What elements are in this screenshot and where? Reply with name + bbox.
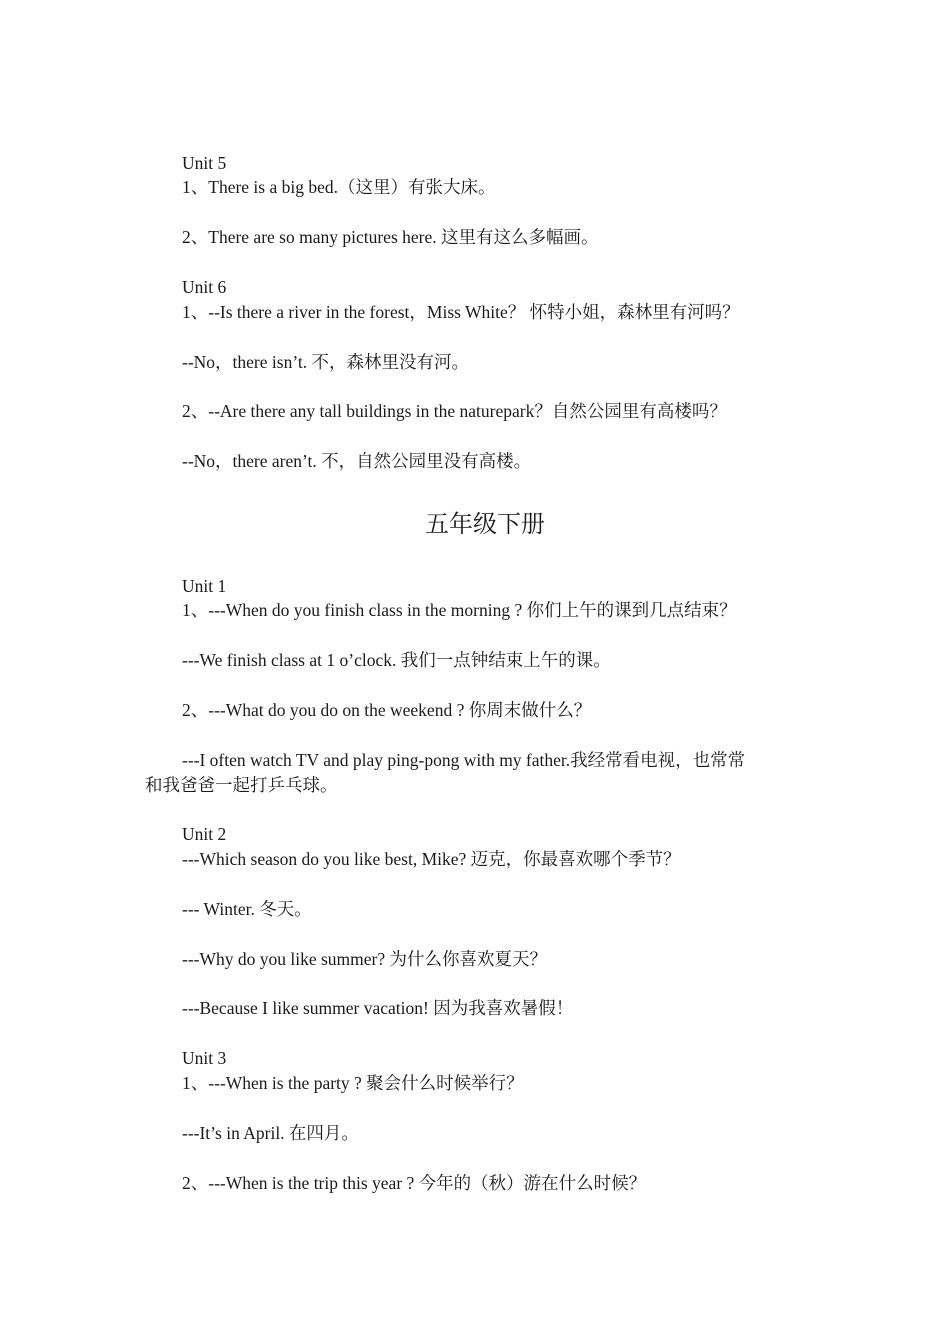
sentence-line: ---We finish class at 1 o’clock. 我们一点钟结束上午的课。 <box>182 650 611 670</box>
sentence-line: ---Because I like summer vacation! 因为我喜欢暑假！ <box>182 998 574 1018</box>
section-title: 五年级下册 <box>425 512 545 538</box>
sentence-line: ---Which season do you like best, Mike? 迈克，你最喜欢哪个季节？ <box>182 849 681 869</box>
unit-6-heading: Unit 6 <box>182 277 227 297</box>
sentence-line: 1、---When is the party ? 聚会什么时候举行？ <box>182 1073 524 1093</box>
sentence-line: 1、--Is there a river in the forest，Miss White？ 怀特小姐，森林里有河吗？ <box>182 302 740 322</box>
unit-5-heading: Unit 5 <box>182 153 227 173</box>
sentence-line: 2、There are so many pictures here. 这里有这么多幅画。 <box>182 227 599 247</box>
unit-1-heading: Unit 1 <box>182 576 227 596</box>
sentence-line: 2、---What do you do on the weekend ? 你周末做什么？ <box>182 700 592 720</box>
unit-2-heading: Unit 2 <box>182 824 227 844</box>
sentence-line: ---Why do you like summer? 为什么你喜欢夏天？ <box>182 949 548 969</box>
sentence-line: --- Winter. 冬天。 <box>182 899 312 919</box>
sentence-line-continuation: 和我爸爸一起打乒乓球。 <box>145 775 338 795</box>
sentence-line: 2、--Are there any tall buildings in the naturepark？自然公园里有高楼吗？ <box>182 401 727 421</box>
sentence-line: 2、---When is the trip this year ? 今年的（秋）游在什么时候？ <box>182 1173 647 1193</box>
sentence-line: ---I often watch TV and play ping-pong with my father.我经常看电视，也常常 <box>182 750 746 770</box>
sentence-line: 1、There is a big bed.（这里）有张大床。 <box>182 177 496 197</box>
unit-3-heading: Unit 3 <box>182 1048 227 1068</box>
sentence-line: 1、---When do you finish class in the morning ? 你们上午的课到几点结束？ <box>182 600 737 620</box>
sentence-line: --No，there aren’t. 不，自然公园里没有高楼。 <box>182 451 532 471</box>
sentence-line: ---It’s in April. 在四月。 <box>182 1123 359 1143</box>
sentence-line: --No，there isn’t. 不，森林里没有河。 <box>182 352 469 372</box>
